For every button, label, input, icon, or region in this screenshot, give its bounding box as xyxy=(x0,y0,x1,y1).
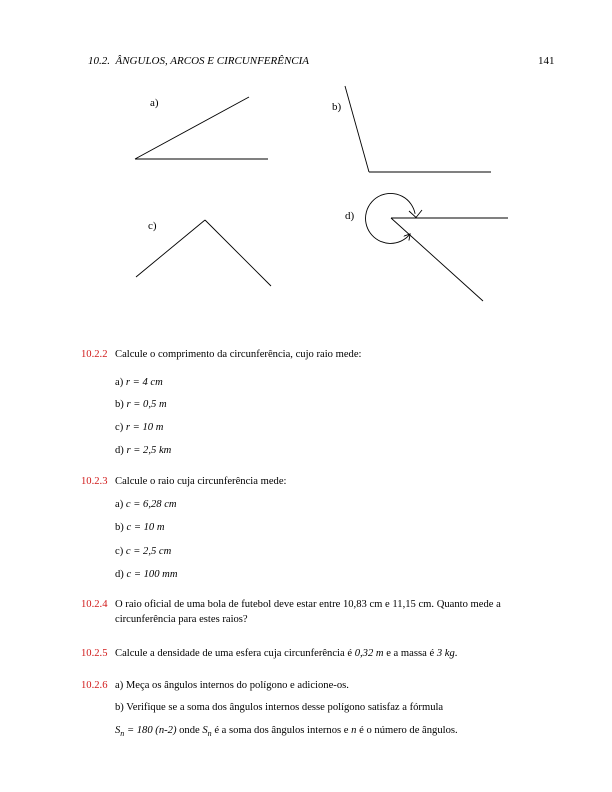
section-title: ÂNGULOS, ARCOS E CIRCUNFERÊNCIA xyxy=(115,55,310,67)
exercise-10-2-2-number xyxy=(81,349,107,360)
exercise-10-2-2-item-c xyxy=(115,422,163,433)
exercise-10-2-2-item-a xyxy=(115,377,163,388)
figure-label-a: a) xyxy=(150,97,159,109)
exercise-10-2-4-line-2: circunferência para estes raios? xyxy=(115,614,248,625)
angle-c-ray-right xyxy=(205,220,271,286)
exercise-10-2-4-number xyxy=(81,599,107,610)
formula-symbol-n: n xyxy=(351,725,357,736)
angle-b xyxy=(332,86,491,172)
figure-label-b: b) xyxy=(332,101,342,113)
exercise-10-2-3-item-b xyxy=(115,522,165,533)
exercise-number: 10.2.4 xyxy=(81,599,108,610)
exercise-10-2-2-text: Calcule o comprimento da circunferência, cujo raio mede: xyxy=(115,349,362,360)
exercise-10-2-2-item-d xyxy=(115,445,171,456)
exercise-10-2-6-line-a: a) Meça os ângulos internos do polígono e adicione-os. xyxy=(115,680,349,691)
formula-symbol-s: S xyxy=(115,725,121,736)
exercise-number: 10.2.5 xyxy=(81,648,108,659)
formula-text: é a soma dos ângulos internos e xyxy=(214,725,349,736)
exercise-number: 10.2.3 xyxy=(81,476,108,487)
exercise-10-2-3-text: Calcule o raio cuja circunferência mede: xyxy=(115,476,287,487)
figure-label-c: c) xyxy=(148,220,157,232)
exercise-text: . xyxy=(454,648,458,659)
exercise-10-2-5-number xyxy=(81,648,107,659)
item-label: a) xyxy=(115,377,124,388)
exercise-10-2-6-number xyxy=(81,680,107,691)
exercise-10-2-3-item-c xyxy=(115,546,171,557)
exercise-10-2-6-formula xyxy=(115,725,458,738)
item-label: c) xyxy=(115,422,124,433)
formula-symbol-s: S xyxy=(202,725,208,736)
exercise-text: Calcule a densidade de uma esfera cuja circunferência é xyxy=(115,648,353,659)
exercise-10-2-4-line-1: O raio oficial de uma bola de futebol deve estar entre 10,83 cm e 11,15 cm. Quanto mede a xyxy=(115,599,501,610)
formula-subscript-n: n xyxy=(207,729,212,738)
item-value: r = 0,5 m xyxy=(126,399,167,410)
item-value: c = 100 mm xyxy=(126,569,178,580)
angle-c xyxy=(136,220,271,286)
angle-b-ray-oblique xyxy=(345,86,369,172)
angle-c-ray-left xyxy=(136,220,205,277)
page-number: 141 xyxy=(538,55,555,67)
formula-expression: = 180 (n-2) xyxy=(126,725,177,736)
angle-d-ray-oblique xyxy=(391,218,483,301)
item-value: r = 4 cm xyxy=(125,377,163,388)
item-value: r = 2,5 km xyxy=(126,445,172,456)
figure-label-d: d) xyxy=(345,210,355,222)
item-value: c = 6,28 cm xyxy=(125,499,177,510)
circumference-value: 0,32 m xyxy=(354,648,384,659)
exercise-text: e a massa é xyxy=(386,648,435,659)
angle-d-arc-tick xyxy=(409,210,422,218)
item-label: d) xyxy=(115,445,124,456)
exercise-number: 10.2.6 xyxy=(81,680,108,691)
section-number: 10.2. xyxy=(88,55,110,67)
angles-figure xyxy=(0,0,612,340)
item-label: c) xyxy=(115,546,124,557)
exercise-number: 10.2.2 xyxy=(81,349,108,360)
exercise-10-2-3-item-a xyxy=(115,499,177,510)
exercise-10-2-2-item-b xyxy=(115,399,167,410)
exercise-10-2-5-text xyxy=(115,648,457,659)
formula-subscript-n: n xyxy=(120,729,125,738)
formula-text: é o número de ângulos. xyxy=(359,725,458,736)
item-value: c = 10 m xyxy=(126,522,165,533)
angle-a xyxy=(135,97,268,159)
exercise-10-2-6-line-b: b) Verifique se a soma dos ângulos internos desse polígono satisfaz a fórmula xyxy=(115,702,444,713)
angle-d xyxy=(345,193,508,301)
item-label: a) xyxy=(115,499,124,510)
exercise-10-2-3-item-d xyxy=(115,569,177,580)
mass-value: 3 kg xyxy=(436,648,455,659)
formula-text: onde xyxy=(179,725,200,736)
item-value: c = 2,5 cm xyxy=(125,546,172,557)
item-label: b) xyxy=(115,399,124,410)
exercise-10-2-3-number xyxy=(81,476,107,487)
item-label: d) xyxy=(115,569,124,580)
item-label: b) xyxy=(115,522,124,533)
item-value: r = 10 m xyxy=(125,422,164,433)
